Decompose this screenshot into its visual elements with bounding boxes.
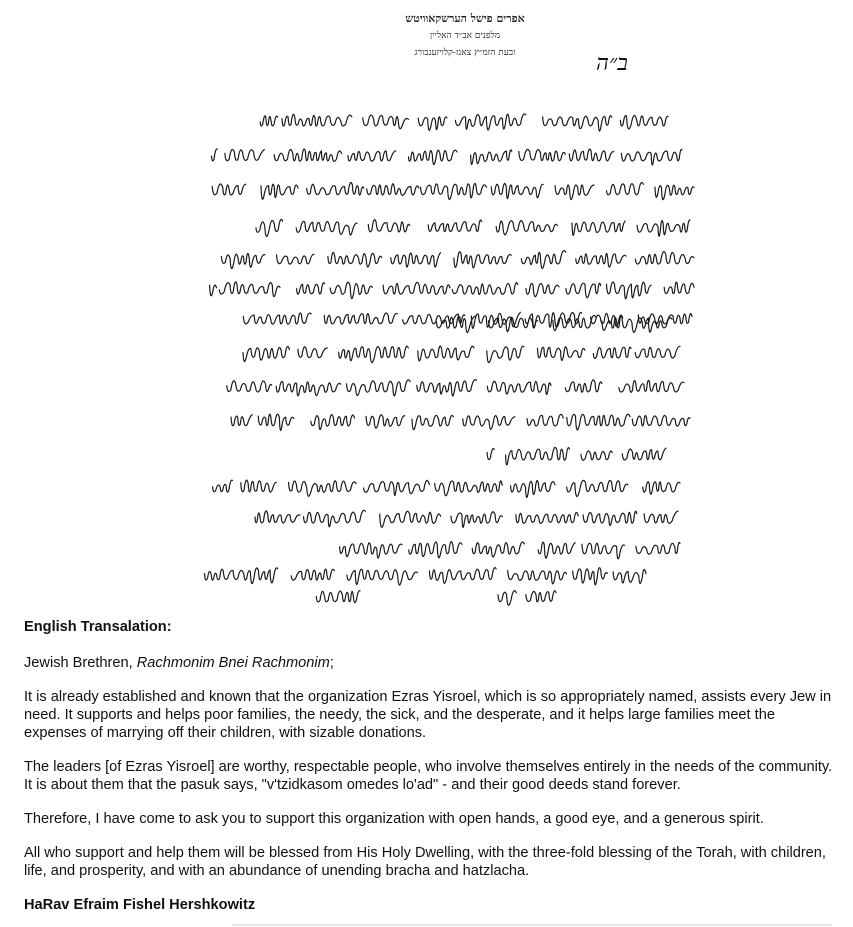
translation-signature: HaRav Efraim Fishel Hershkowitz	[24, 897, 256, 913]
handwriting-line	[260, 114, 668, 131]
letterhead-title: מלפנים אב״ד האליין	[429, 31, 501, 41]
handwriting-line	[231, 414, 690, 430]
translation-paragraph-2: The leaders [of Ezras Yisroel] are worthy, respectable people, who involve themselves entirely in the needs of the community. It is about them that the pasuk says, "v'tzidkasom omedes lo'ad" - and their good deeds stand forever.	[24, 759, 833, 793]
handwriting-line	[212, 182, 694, 199]
greeting-italic: Rachmonim Bnei Rachmonim	[136, 655, 330, 671]
handwriting-line	[243, 346, 680, 363]
letterhead-subtitle: ובעת הזמ״ץ צאנז-קלויזענבורג	[414, 48, 516, 58]
handwriting-line	[255, 510, 678, 527]
handwriting-line	[227, 380, 684, 396]
handwriting-line	[221, 251, 694, 269]
handwriting-line	[487, 447, 666, 464]
handwriting-line	[212, 149, 683, 165]
letterhead-name: אפרים פישל הערשקאוויטש	[405, 12, 525, 25]
handwriting-line	[316, 591, 360, 603]
handwriting-line	[205, 568, 647, 585]
greeting-suffix: ;	[329, 655, 334, 671]
translation-greeting	[24, 654, 839, 672]
translation-section	[24, 618, 839, 914]
bsd-mark: ב״ה	[596, 51, 628, 76]
handwriting-line	[213, 480, 680, 497]
translation-heading: English Transalation:	[24, 619, 172, 635]
handwriting-line	[243, 312, 692, 328]
translation-paragraph-1: It is already established and known that the organization Ezras Yisroel, which is so appropriately named, assists every Jew in need. It supports and helps poor families, the needy, the sick, and the desperate, and it helps large families meet the expenses of marrying off their children, with sizable donations.	[24, 689, 832, 741]
handwriting-line	[210, 282, 694, 299]
handwriting-line	[498, 591, 556, 606]
bottom-divider	[232, 924, 832, 926]
handwriting-line	[256, 219, 690, 236]
translation-paragraph-3: Therefore, I have come to ask you to support this organization with open hands, a good eye, and a generous spirit.	[24, 811, 764, 827]
greeting-prefix: Jewish Brethren,	[24, 655, 137, 671]
translation-paragraph-4: All who support and help them will be blessed from His Holy Dwelling, with the three-fold blessing of the Torah, with children, life, and prosperity, and with an abundance of unending bracha and hatzlacha.	[24, 845, 826, 879]
handwriting-line	[340, 542, 680, 559]
